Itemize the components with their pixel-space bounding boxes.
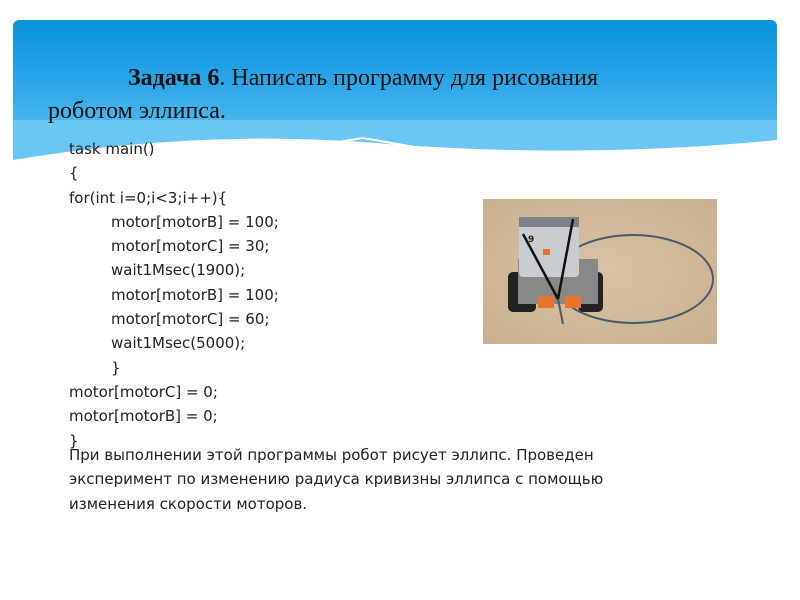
code-line: }: [69, 431, 79, 450]
code-line: motor[motorB] = 0;: [69, 407, 218, 426]
code-line: for(int i=0;i<3;i++){: [69, 188, 228, 207]
title-line2: роботом эллипса.: [48, 98, 226, 124]
code-line: motor[motorC] = 0;: [69, 382, 218, 401]
description-paragraph: При выполнении этой программы робот рисует эллипс. Проведен эксперимент по изменению радиуса кривизны эллипса с помощью изменения скорости моторов.: [69, 446, 604, 513]
title-bold: Задача 6: [128, 65, 220, 91]
code-line: }: [111, 358, 121, 377]
robot-label: 9: [528, 235, 535, 245]
code-line: motor[motorC] = 60;: [111, 310, 270, 329]
code-block: [69, 137, 279, 453]
robot-photo: [483, 199, 717, 344]
title-rest: . Написать программу для рисования: [219, 65, 598, 91]
code-line: wait1Msec(1900);: [111, 261, 246, 280]
code-line: motor[motorB] = 100;: [111, 212, 279, 231]
code-line: {: [69, 164, 79, 183]
code-line: task main(): [69, 140, 155, 158]
code-line: motor[motorB] = 100;: [111, 285, 279, 304]
code-line: wait1Msec(5000);: [111, 334, 246, 353]
code-line: motor[motorC] = 30;: [111, 237, 270, 256]
slide-title: [48, 62, 748, 128]
